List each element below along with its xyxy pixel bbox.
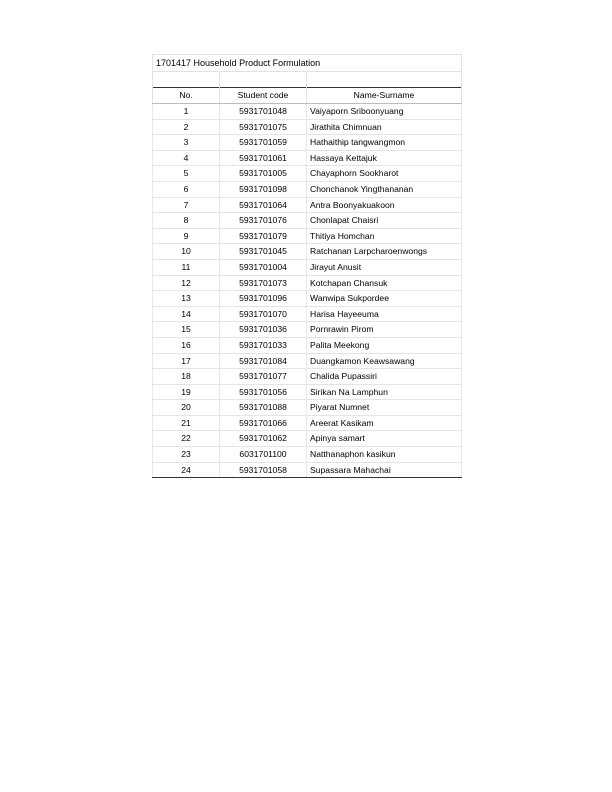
student-code: 5931701076	[220, 213, 307, 229]
row-number: 4	[153, 150, 220, 166]
table-row	[153, 104, 462, 120]
header-name-surname: Name-Surname	[307, 88, 462, 104]
header-row	[153, 88, 462, 104]
student-name: Chonlapat Chaisri	[307, 213, 462, 229]
student-name: Hassaya Kettajuk	[307, 150, 462, 166]
table-row	[153, 369, 462, 385]
row-number: 10	[153, 244, 220, 260]
student-code: 5931701075	[220, 119, 307, 135]
row-number: 23	[153, 447, 220, 463]
student-name: Wanwipa Sukpordee	[307, 291, 462, 307]
student-rows	[153, 104, 462, 478]
student-table	[152, 54, 462, 478]
table-row	[153, 213, 462, 229]
row-number: 12	[153, 275, 220, 291]
student-code: 5931701033	[220, 337, 307, 353]
row-number: 20	[153, 400, 220, 416]
row-number: 5	[153, 166, 220, 182]
table-row	[153, 462, 462, 478]
student-code: 5931701064	[220, 197, 307, 213]
student-name: Areerat Kasikam	[307, 415, 462, 431]
table-row	[153, 291, 462, 307]
table-row	[153, 431, 462, 447]
student-name: Natthanaphon kasikun	[307, 447, 462, 463]
row-number: 1	[153, 104, 220, 120]
header-no: No.	[153, 88, 220, 104]
row-number: 16	[153, 337, 220, 353]
student-code: 5931701088	[220, 400, 307, 416]
table-row	[153, 400, 462, 416]
row-number: 3	[153, 135, 220, 151]
student-code: 5931701084	[220, 353, 307, 369]
student-name: Sirikan Na Lamphun	[307, 384, 462, 400]
table-row	[153, 353, 462, 369]
student-code: 5931701056	[220, 384, 307, 400]
student-name: Antra Boonyakuakoon	[307, 197, 462, 213]
student-name: Pornrawin Pirom	[307, 322, 462, 338]
table-row	[153, 415, 462, 431]
student-name: Palita Meekong	[307, 337, 462, 353]
student-name: Kotchapan Chansuk	[307, 275, 462, 291]
row-number: 13	[153, 291, 220, 307]
student-name: Ratchanan Larpcharoenwongs	[307, 244, 462, 260]
row-number: 19	[153, 384, 220, 400]
row-number: 24	[153, 462, 220, 478]
row-number: 11	[153, 259, 220, 275]
student-code: 5931701045	[220, 244, 307, 260]
sheet-title: 1701417 Household Product Formulation	[153, 55, 462, 72]
row-number: 6	[153, 181, 220, 197]
row-number: 2	[153, 119, 220, 135]
table-row	[153, 322, 462, 338]
student-code: 5931701036	[220, 322, 307, 338]
student-name: Jirayut Anusit	[307, 259, 462, 275]
student-code: 5931701077	[220, 369, 307, 385]
student-code: 5931701004	[220, 259, 307, 275]
student-code: 5931701098	[220, 181, 307, 197]
student-code: 5931701058	[220, 462, 307, 478]
table-row	[153, 228, 462, 244]
blank-row	[153, 72, 462, 88]
student-name: Supassara Mahachai	[307, 462, 462, 478]
student-code: 5931701079	[220, 228, 307, 244]
student-code: 5931701061	[220, 150, 307, 166]
student-name: Duangkamon Keawsawang	[307, 353, 462, 369]
student-code: 5931701062	[220, 431, 307, 447]
student-code: 5931701048	[220, 104, 307, 120]
row-number: 15	[153, 322, 220, 338]
row-number: 7	[153, 197, 220, 213]
student-name: Jirathita Chimnuan	[307, 119, 462, 135]
table-row	[153, 150, 462, 166]
row-number: 9	[153, 228, 220, 244]
student-name: Apinya samart	[307, 431, 462, 447]
blank-cell	[153, 72, 220, 88]
blank-cell	[307, 72, 462, 88]
student-name: Thitiya Homchan	[307, 228, 462, 244]
table-row	[153, 197, 462, 213]
student-list-sheet	[152, 54, 461, 478]
title-row	[153, 55, 462, 72]
table-row	[153, 275, 462, 291]
table-row	[153, 384, 462, 400]
table-row	[153, 119, 462, 135]
student-code: 5931701070	[220, 306, 307, 322]
row-number: 17	[153, 353, 220, 369]
row-number: 8	[153, 213, 220, 229]
student-name: Hathaithip tangwangmon	[307, 135, 462, 151]
student-name: Chalida Pupassiri	[307, 369, 462, 385]
blank-cell	[220, 72, 307, 88]
row-number: 21	[153, 415, 220, 431]
table-row	[153, 259, 462, 275]
student-code: 5931701059	[220, 135, 307, 151]
student-name: Chonchanok Yingthananan	[307, 181, 462, 197]
student-code: 5931701005	[220, 166, 307, 182]
table-row	[153, 337, 462, 353]
table-row	[153, 306, 462, 322]
table-row	[153, 447, 462, 463]
student-code: 5931701096	[220, 291, 307, 307]
student-name: Piyarat Numnet	[307, 400, 462, 416]
student-name: Chayaphorn Sookharot	[307, 166, 462, 182]
student-code: 5931701073	[220, 275, 307, 291]
student-name: Vaiyaporn Sriboonyuang	[307, 104, 462, 120]
header-student-code: Student code	[220, 88, 307, 104]
row-number: 18	[153, 369, 220, 385]
table-row	[153, 181, 462, 197]
row-number: 22	[153, 431, 220, 447]
student-code: 6031701100	[220, 447, 307, 463]
row-number: 14	[153, 306, 220, 322]
table-row	[153, 166, 462, 182]
student-code: 5931701066	[220, 415, 307, 431]
table-row	[153, 135, 462, 151]
student-name: Harisa Hayeeuma	[307, 306, 462, 322]
table-row	[153, 244, 462, 260]
